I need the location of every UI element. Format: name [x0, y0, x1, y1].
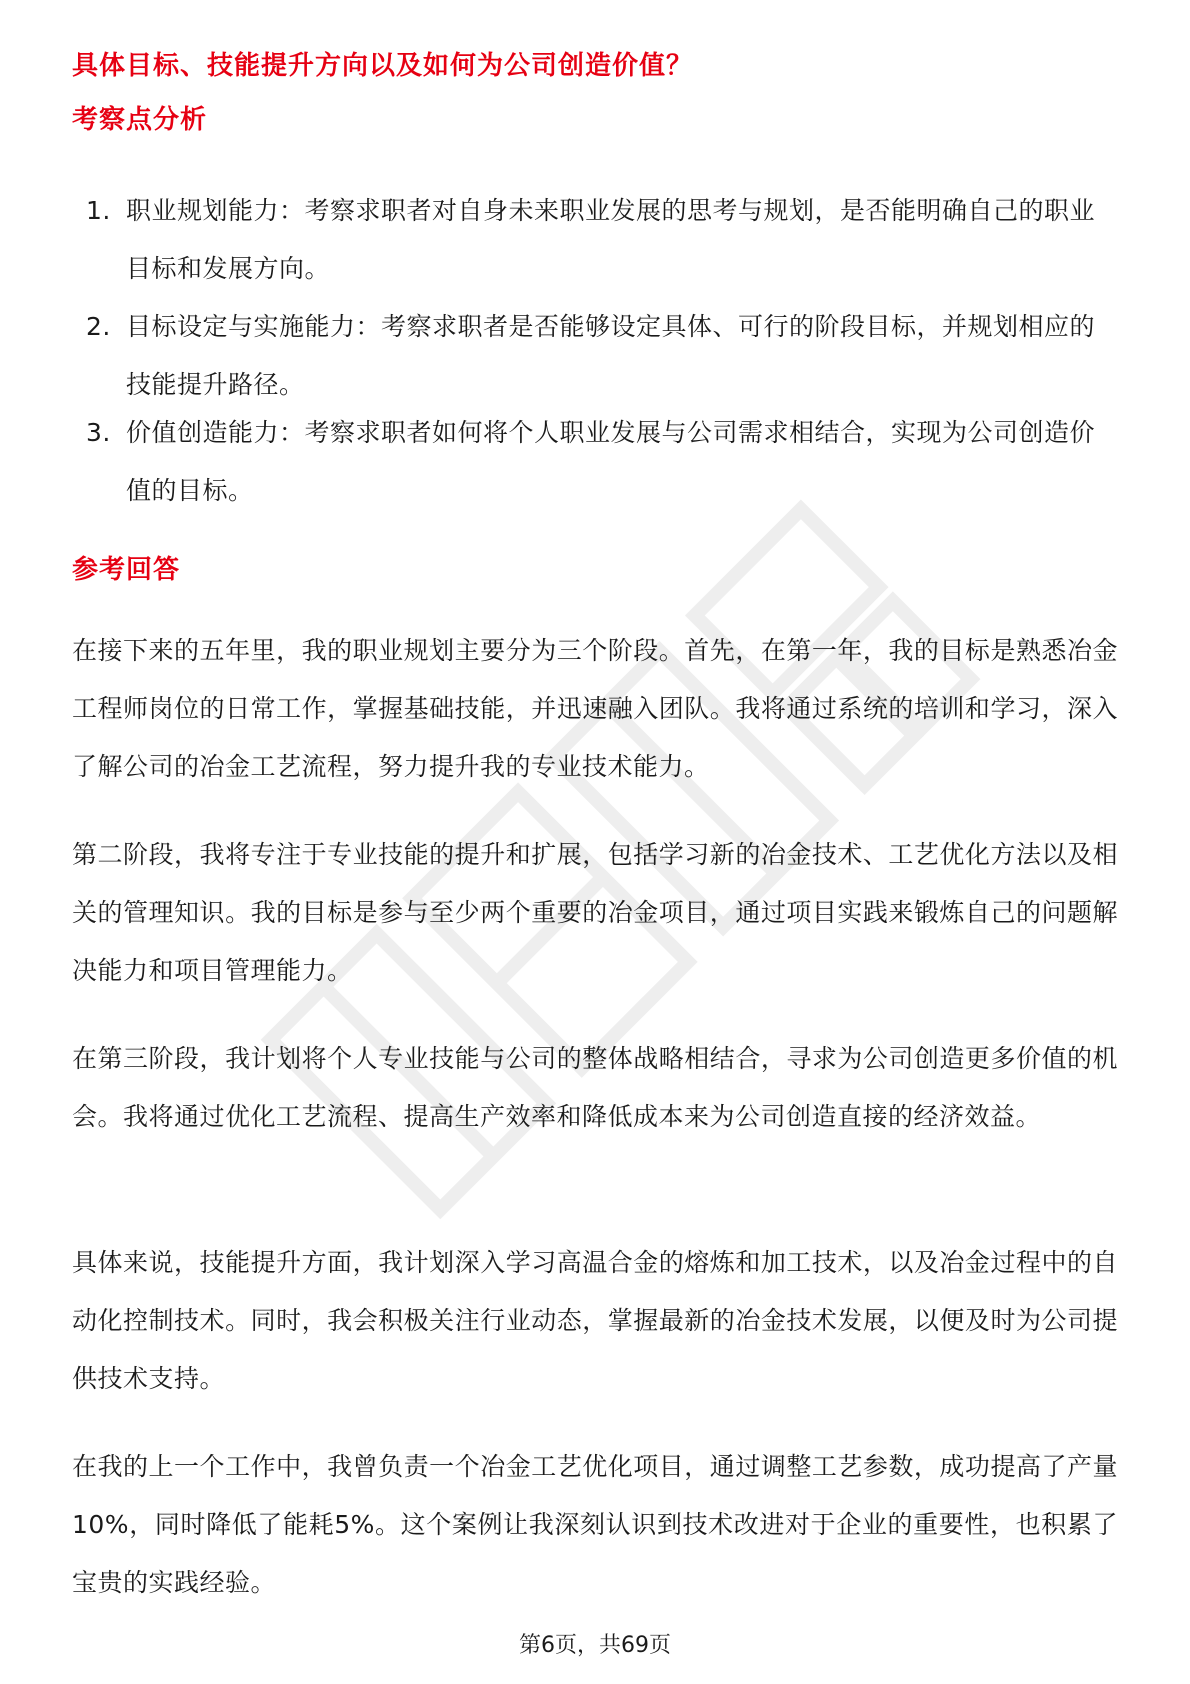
list-item-text: 目标设定与实施能力：考察求职者是否能够设定具体、可行的阶段目标，并规划相应的技能提升路径。 — [126, 312, 1096, 399]
question-title: 具体目标、技能提升方向以及如何为公司创造价值？ — [72, 51, 694, 81]
list-item — [72, 182, 1112, 298]
answer-paragraph: 在接下来的五年里，我的职业规划主要分为三个阶段。首先，在第一年，我的目标是熟悉冶金工程师岗位的日常工作，掌握基础技能，并迅速融入团队。我将通过系统的培训和学习，深入了解公司的冶金工艺流程，努力提升我的专业技术能力。 — [72, 636, 1118, 781]
list-item — [72, 404, 1112, 520]
answer-paragraph: 在我的上一个工作中，我曾负责一个冶金工艺优化项目，通过调整工艺参数，成功提高了产量10%，同时降低了能耗5%。这个案例让我深刻认识到技术改进对于企业的重要性，也积累了宝贵的实践经验。 — [72, 1452, 1118, 1597]
page-number-footer: 第6页，共69页 — [519, 1633, 671, 1658]
analysis-heading: 考察点分析 — [72, 105, 208, 135]
list-item-number: 2. — [86, 312, 111, 341]
list-item-number: 3. — [86, 418, 111, 447]
analysis-list — [72, 182, 1112, 520]
list-item — [72, 298, 1112, 404]
list-item-number: 1. — [86, 196, 111, 225]
answer-heading: 参考回答 — [72, 555, 181, 585]
list-item-text: 价值创造能力：考察求职者如何将个人职业发展与公司需求相结合，实现为公司创造价值的目标。 — [126, 418, 1096, 505]
answer-paragraph: 在第三阶段，我计划将个人专业技能与公司的整体战略相结合，寻求为公司创造更多价值的机会。我将通过优化工艺流程、提高生产效率和降低成本来为公司创造直接的经济效益。 — [72, 1044, 1118, 1131]
answer-paragraph: 第二阶段，我将专注于专业技能的提升和扩展，包括学习新的冶金技术、工艺优化方法以及相关的管理知识。我的目标是参与至少两个重要的冶金项目，通过项目实践来锻炼自己的问题解决能力和项目管理能力。 — [72, 840, 1118, 985]
list-item-text: 职业规划能力：考察求职者对自身未来职业发展的思考与规划，是否能明确自己的职业目标和发展方向。 — [126, 196, 1096, 283]
answer-paragraph: 具体来说，技能提升方面，我计划深入学习高温合金的熔炼和加工技术，以及冶金过程中的自动化控制技术。同时，我会积极关注行业动态，掌握最新的冶金技术发展，以便及时为公司提供技术支持。 — [72, 1248, 1118, 1393]
